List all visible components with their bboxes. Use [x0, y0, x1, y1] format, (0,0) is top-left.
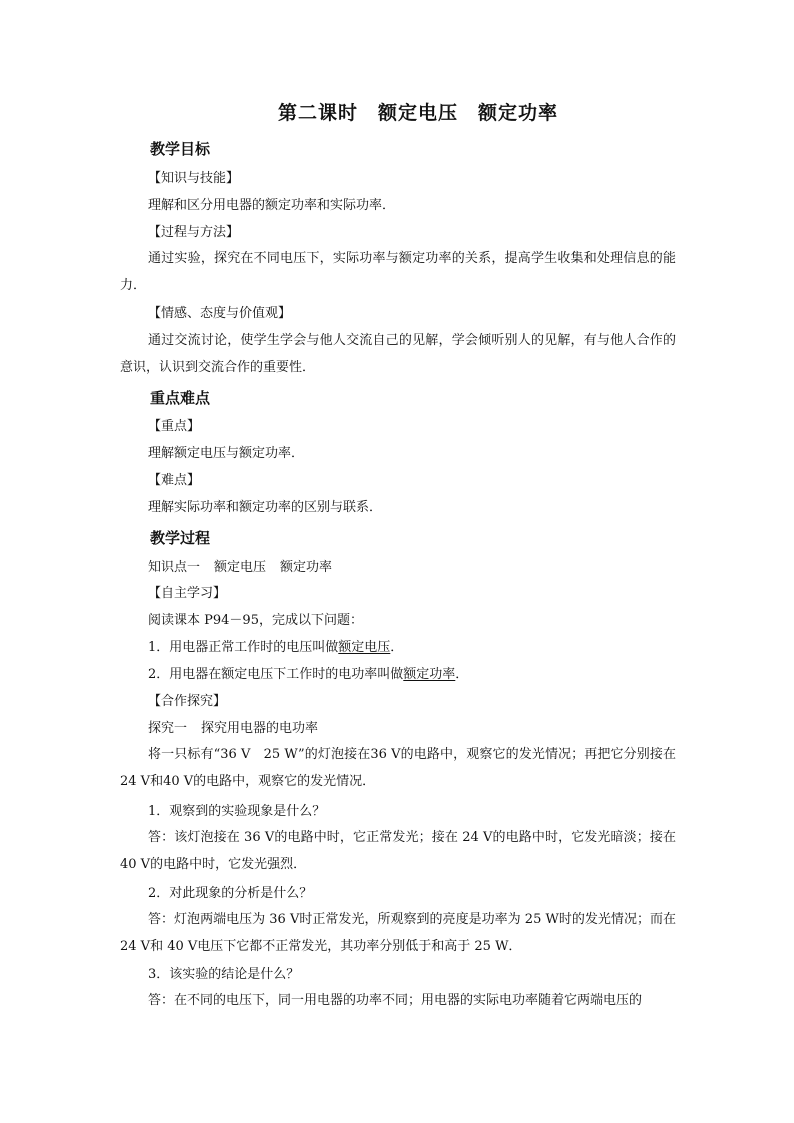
heading-teaching-process: 教学过程	[150, 529, 211, 547]
kp-label: 知识点一	[148, 560, 201, 575]
question-1-text: 1．用电器正常工作时的电压叫做	[148, 640, 339, 655]
kp-term-voltage: 额定电压	[214, 560, 267, 575]
tag-process-methods: 【过程与方法】	[148, 225, 240, 240]
text-knowledge-skills: 理解和区分用电器的额定功率和实际功率．	[148, 198, 396, 213]
knowledge-point-line	[148, 559, 332, 577]
answer-rated-power: 额定功率	[403, 667, 456, 682]
text-process-methods: 通过实验，探究在不同电压下，实际功率与额定功率的关系，提高学生收集和处理信息的能力．	[120, 251, 676, 293]
text-difficult-point: 理解实际功率和额定功率的区别与联系．	[148, 500, 383, 515]
explore-question-1: 1．观察到的实验现象是什么？	[148, 804, 326, 819]
title-rated-power: 额定功率	[478, 102, 559, 124]
kp-term-power: 额定功率	[280, 560, 333, 575]
heading-teaching-goals: 教学目标	[150, 140, 211, 158]
explore-answer-2: 答：灯泡两端电压为 36 V时正常发光，所观察到的亮度是功率为 25 W时的发光情况；而在 24 V和 40 V电压下它都不正常发光，其功率分别低于和高于 25 W．	[120, 912, 676, 954]
question-1	[148, 639, 403, 657]
explore-title: 探究用电器的电功率	[201, 721, 319, 736]
tag-emotion-values: 【情感、态度与价值观】	[148, 306, 292, 321]
tag-knowledge-skills: 【知识与技能】	[148, 171, 240, 186]
heading-key-difficult: 重点难点	[150, 389, 211, 407]
question-1-end: ．	[390, 640, 404, 655]
explore-answer-3: 答：在不同的电压下，同一用电器的功率不同；用电器的实际电功率随着它两端电压的	[148, 993, 643, 1008]
explore-heading	[148, 720, 318, 738]
answer-rated-voltage: 额定电压	[338, 640, 391, 655]
explore-question-3: 3．该实验的结论是什么？	[148, 967, 300, 982]
tag-cooperative-inquiry: 【合作探究】	[148, 694, 227, 709]
question-2-text: 2．用电器在额定电压下工作时的电功率叫做	[148, 667, 404, 682]
tag-key-point: 【重点】	[148, 419, 201, 434]
title-lesson: 第二课时	[277, 102, 358, 124]
question-2-end: ．	[455, 667, 469, 682]
title-rated-voltage: 额定电压	[377, 102, 458, 124]
text-explore-setup: 将一只标有“36 V 25 W”的灯泡接在36 V的电路中，观察它的发光情况；再把它分别接在24 V和40 V的电路中，观察它的发光情况．	[120, 747, 676, 789]
explore-answer-1: 答：该灯泡接在 36 V的电路中时，它正常发光；接在 24 V的电路中时，它发光暗淡；接在 40 V的电路中时，它发光强烈．	[120, 830, 676, 872]
tag-difficult-point: 【难点】	[148, 473, 201, 488]
text-read-textbook: 阅读课本 P94－95，完成以下问题：	[148, 613, 363, 628]
page-title	[0, 98, 794, 125]
question-2	[148, 666, 468, 684]
tag-self-study: 【自主学习】	[148, 586, 227, 601]
explore-label: 探究一	[148, 721, 188, 736]
explore-question-2: 2．对此现象的分析是什么？	[148, 886, 313, 901]
text-emotion-values: 通过交流讨论，使学生学会与他人交流自己的见解，学会倾听别人的见解，有与他人合作的意识，认识到交流合作的重要性．	[120, 333, 676, 375]
text-key-point: 理解额定电压与额定功率．	[148, 446, 305, 461]
